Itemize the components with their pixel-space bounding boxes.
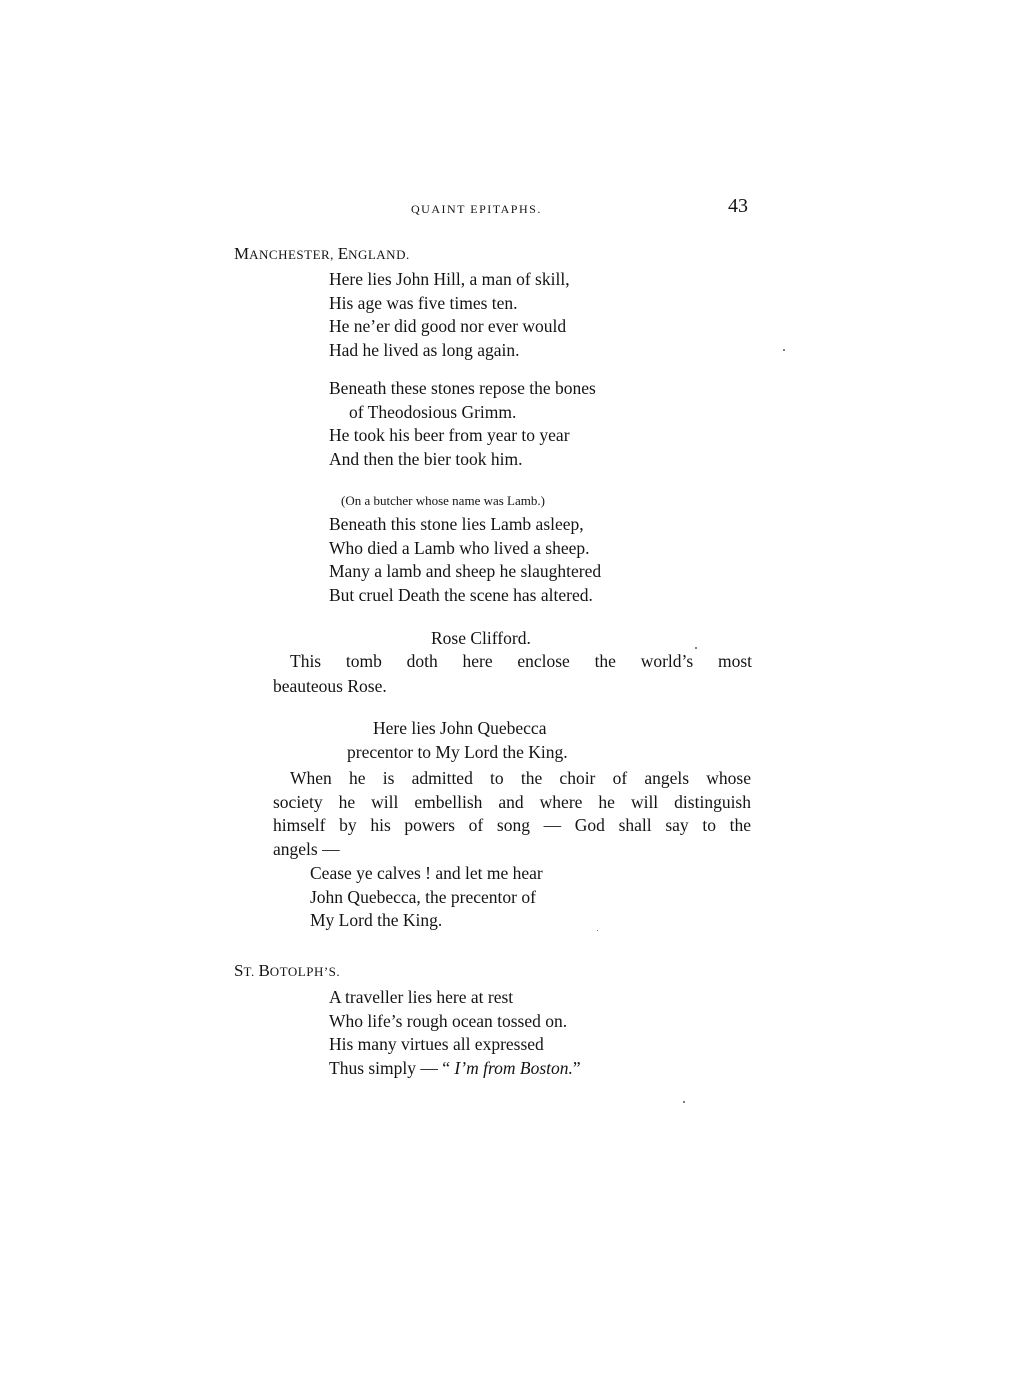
page-number: 43 (728, 195, 748, 217)
verse-line: A traveller lies here at rest (329, 987, 514, 1007)
last-line-italic: I’m from Boston. (454, 1057, 573, 1078)
verse-line: He ne’er did good nor ever would (329, 316, 567, 337)
verse-line: Cease ye calves ! and let me hear (310, 863, 543, 883)
epitaph-theodosious-grimm (329, 377, 596, 471)
quebecca-title-2: precentor to My Lord the King. (347, 742, 568, 762)
verse-line: Who died a Lamb who lived a sheep. (329, 537, 590, 558)
epitaph-traveller (329, 986, 581, 1080)
verse-line: Who life’s rough ocean tossed on. (329, 1010, 568, 1031)
quebecca-verse (310, 862, 543, 933)
running-title: QUAINT EPITAPHS. (411, 202, 542, 216)
paragraph-line: himself by his powers of song — God shall say to the (273, 815, 751, 836)
section-heading-manchester (234, 241, 410, 267)
verse-line: John Quebecca, the precentor of (310, 886, 536, 907)
heading-cap: E (337, 244, 349, 263)
rose-clifford-line-2: beauteous Rose. (273, 676, 387, 696)
heading-smallcaps: OTOLPH’S. (269, 964, 341, 979)
epitaph-note: (On a butcher whose name was Lamb.) (341, 493, 545, 508)
verse-line: But cruel Death the scene has altered. (329, 584, 593, 605)
heading-cap: M (234, 244, 250, 263)
section-heading-st-botolphs (234, 958, 340, 984)
last-line-suffix: ” (572, 1057, 581, 1078)
epitaph-lamb (329, 513, 601, 607)
verse-line: And then the bier took him. (329, 448, 523, 469)
print-speck (597, 930, 598, 931)
heading-smallcaps: ANCHESTER, (249, 247, 338, 262)
epitaph-john-hill (329, 268, 570, 362)
paragraph-line: angels — (273, 838, 340, 859)
heading-cap: S (234, 961, 244, 980)
quebecca-title-1: Here lies John Quebecca (373, 718, 547, 738)
print-speck (783, 349, 785, 351)
verse-line: Beneath this stone lies Lamb asleep, (329, 514, 584, 534)
paragraph-line: When he is admitted to the choir of angels whose (290, 768, 751, 788)
verse-line: Many a lamb and sheep he slaughtered (329, 561, 602, 582)
verse-line: He took his beer from year to year (329, 425, 570, 446)
verse-line: His many virtues all expressed (329, 1034, 544, 1055)
print-speck (683, 1101, 685, 1103)
quebecca-paragraph (273, 767, 751, 861)
verse-line (329, 1057, 581, 1081)
heading-cap: B (258, 961, 270, 980)
verse-line: Had he lived as long again. (329, 339, 520, 360)
heading-smallcaps: NGLAND. (348, 247, 410, 262)
verse-line: of Theodosious Grimm. (349, 401, 517, 422)
rose-clifford-title: Rose Clifford. (431, 628, 531, 648)
verse-line: His age was five times ten. (329, 292, 518, 313)
verse-line: Here lies John Hill, a man of skill, (329, 269, 570, 289)
print-speck (695, 647, 697, 649)
last-line-prefix: Thus simply — “ (329, 1057, 455, 1078)
rose-clifford-line-1: This tomb doth here enclose the world’s most (290, 651, 752, 671)
verse-line: Beneath these stones repose the bones (329, 378, 596, 398)
paragraph-line: society he will embellish and where he will distinguish (273, 791, 751, 812)
verse-line: My Lord the King. (310, 910, 443, 931)
heading-smallcaps: T. (243, 964, 259, 979)
